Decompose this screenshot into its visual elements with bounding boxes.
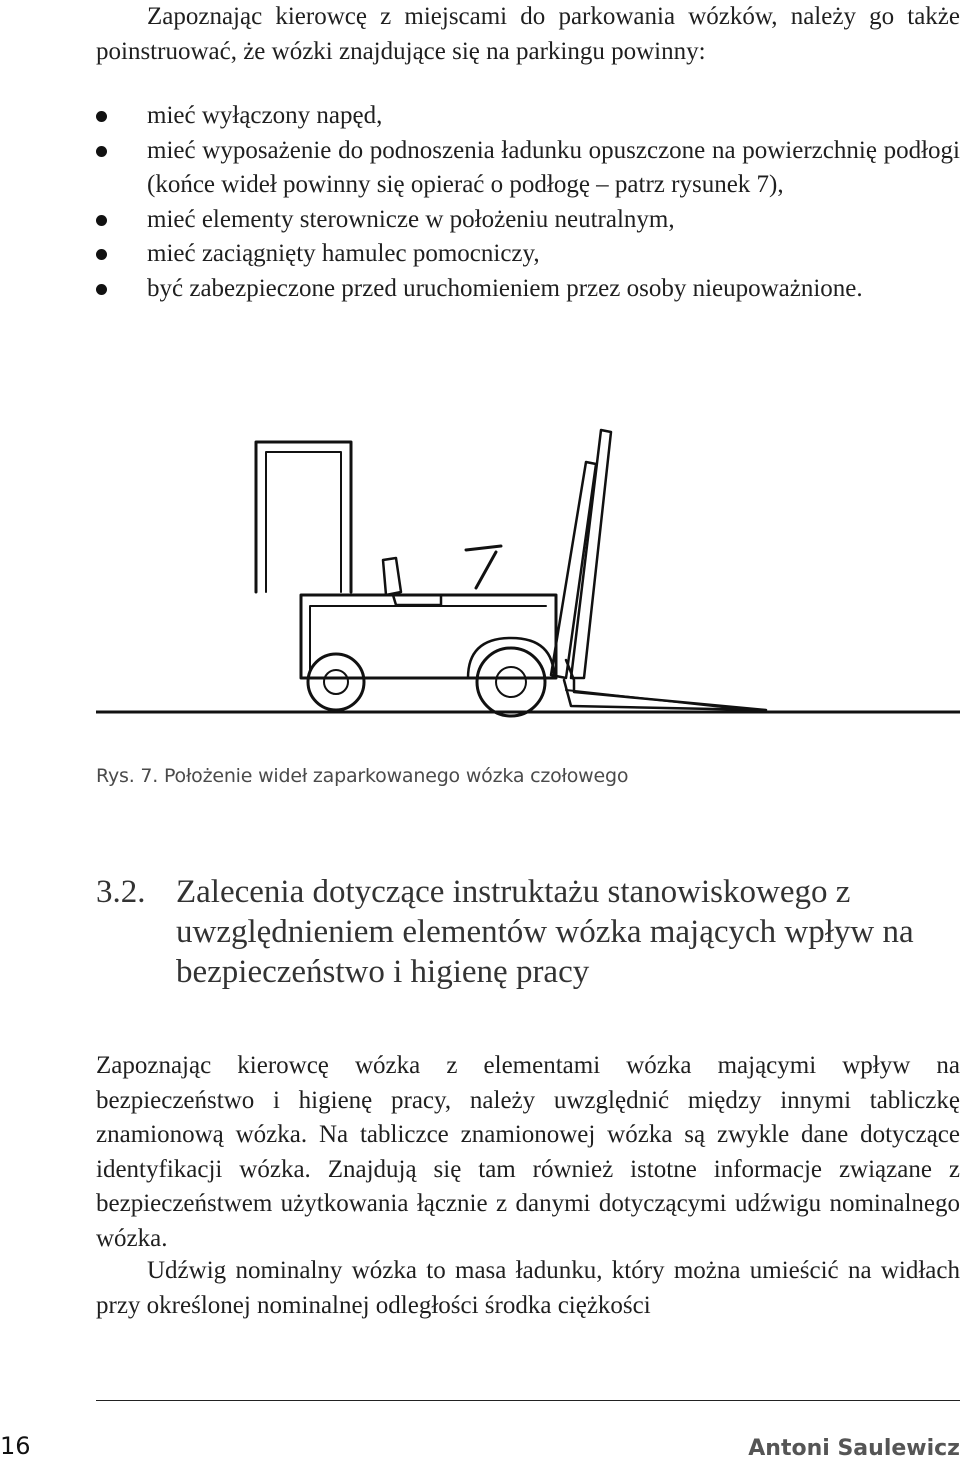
footer-rule (96, 1400, 960, 1401)
body-paragraph-1: Zapoznając kierowcę wózka z elementami wózka mającymi wpływ na bezpieczeństwo i higienę pracy, należy uwzględnić między innymi tabliczkę znamionową wózka. Na tabliczce znamionowej wózka są zwykle dane dotyczące identyfikacji wózka. Znajdują się tam również istotne informacje związane z bezpieczeństwem użytkowania łącznie z danymi dotyczącymi udźwigu nominalnego wózka. (96, 1052, 960, 1252)
body-paragraph-2: Udźwig nominalny wózka to masa ładunku, który można umieścić na widłach przy określonej nominalnej odległości środka ciężkości (96, 1257, 960, 1319)
fork (564, 660, 766, 710)
bullet-icon (96, 146, 107, 157)
list-item (96, 99, 960, 134)
section-number: 3.2. (96, 874, 146, 910)
page-number: 16 (0, 1432, 31, 1460)
section-title: Zalecenia dotyczące instruktażu stanowiskowego z uwzględnieniem elementów wózka mających wpływ na bezpieczeństwo i higienę pracy (176, 874, 914, 990)
forklift-figure (96, 420, 960, 720)
list-item-text: mieć elementy sterownicze w położeniu neutralnym, (147, 205, 675, 233)
list-item-text: mieć wyposażenie do podnoszenia ładunku opuszczone na powierzchnię podłogi (końce wideł powinny się opierać o podłogę – patrz rysunek 7), (147, 136, 960, 198)
list-item (96, 203, 960, 238)
list-item-text: mieć zaciągnięty hamulec pomocniczy, (147, 240, 540, 267)
list-item-text: mieć wyłączony napęd, (147, 102, 383, 129)
bullet-icon (96, 215, 107, 226)
front-wheel (477, 648, 545, 716)
running-footer-author: Antoni Saulewicz (748, 1436, 960, 1461)
list-item (96, 237, 960, 272)
bullet-icon (96, 249, 107, 260)
figure-caption: Rys. 7. Położenie wideł zaparkowanego wózka czołowego (96, 765, 629, 787)
intro-paragraph: Zapoznając kierowcę z miejscami do parkowania wózków, należy go także poinstruować, że wózki znajdujące się na parkingu powinny: (96, 3, 960, 65)
list-item (96, 134, 960, 203)
forklift-illustration (96, 420, 960, 720)
overhead-guard (256, 442, 351, 592)
seat (383, 558, 401, 595)
steering (466, 546, 501, 588)
bullet-icon (96, 111, 107, 122)
list-item-text: być zabezpieczone przed uruchomieniem przez osoby nieupoważnione. (147, 274, 863, 302)
list-item (96, 272, 960, 307)
truck-body (301, 595, 556, 678)
mast (551, 462, 596, 678)
bullet-icon (96, 284, 107, 295)
bullet-list (96, 99, 960, 306)
rear-wheel (308, 654, 364, 710)
